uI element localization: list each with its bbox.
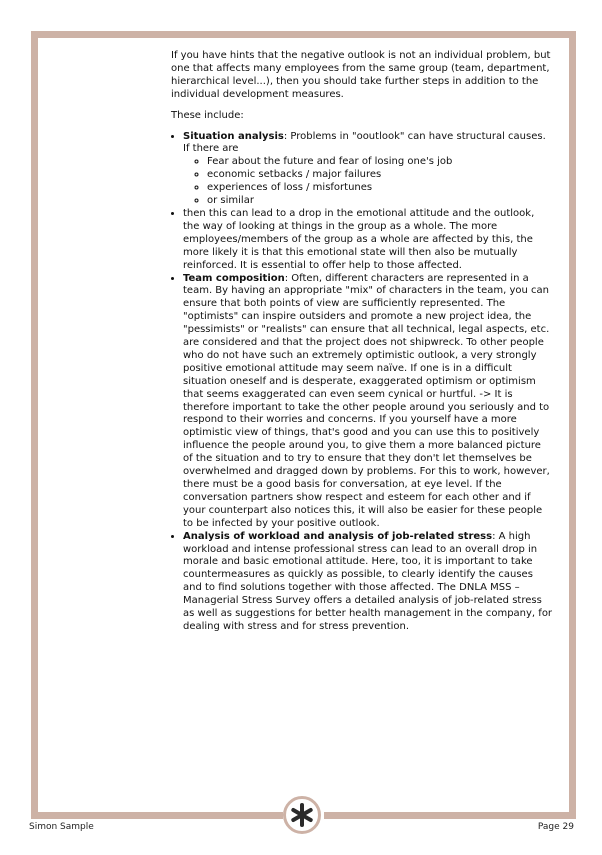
footer-name: Simon Sample [29,822,94,832]
item-text: : Problems in "ooutlook" can have structural causes. If there are [183,130,546,155]
these-include-label: These include: [171,109,244,121]
item-text: then this can lead to a drop in the emotional attitude and the outlook, the way of looking at things in the group as a whole. The more employees/members of the group as a whole are affected by this, the more likely it is that this emotional state will then also be mutually reinforced. It is essential to offer help to those affected. [183,207,535,271]
item-text: : A high workload and intense professional stress can lead to an overall drop in morale and basic emotional attitude. Here, too, it is important to take countermeasures as quickly as possible, to clearly identify the causes and to find solutions together with those affected. The DNLA MSS – Managerial Stress Survey offers a detailed analysis of job-related stress as well as suggestions for better health management in the company, for dealing with stress and for stress prevention. [183,530,553,632]
footer-page-number: Page 29 [537,822,574,832]
item-text: : Often, different characters are represented in a team. By having an appropriate "mix" of characters in the team, you can ensure that both points of view are sufficiently represented. The "optimists" can inspire outsiders and promote a new project idea, the "pessimists" or "realists" can ensure that all technical, legal aspects, etc. are considered and that the project does not shipwreck. To other people who do not have such an extremely optimistic outlook, a very strongly positive emotional attitude may seem naïve. If one is in a difficult situation oneself and is desperate, exaggerated optimism or optimism that seems exaggerated can even seem cynical or hurtful. -> It is therefore important to take the other people around you seriously and to respond to their worries and concerns. If you yourself have a more optimistic view of things, that's good and you can use this to positively influence the people around you, to give them a more balanced picture of the situation and to try to ensure that they don't let themselves be overwhelmed and dragged down by problems. For this to work, however, there must be a good basis for conversation, at eye level. If the conversation partners show respect and esteem for each other and if your counterpart also notices this, it will also be easier for these people to be infected by your positive outlook. [183,272,550,529]
item-title: Team composition [183,272,285,284]
item-title: Situation analysis [183,130,284,142]
list-item-consequence [183,208,553,273]
sub-list-item: ◦ or similar [207,195,553,208]
asterisk-icon [289,802,315,828]
list-item-team-composition [183,273,553,531]
frame-bottom-left [31,812,283,819]
sub-list-item: ◦ experiences of loss / misfortunes [207,182,553,195]
measures-list [171,131,553,634]
frame-bottom-right [324,812,576,819]
sub-list-item: ◦ Fear about the future and fear of losing one's job [207,156,553,169]
sub-list-item: ◦ economic setbacks / major failures [207,169,553,182]
situation-sublist [183,156,553,208]
intro-paragraph: If you have hints that the negative outlook is not an individual problem, but one that affects many employees from the same group (team, department, hierarchical level...), then you should take further steps in addition to the individual development measures. [171,50,551,100]
item-title: Analysis of workload and analysis of job-related stress [183,530,493,542]
asterisk-logo-icon [283,796,321,834]
list-item-workload-analysis [183,531,553,634]
list-item-situation-analysis [183,131,553,208]
document-body [171,50,553,634]
